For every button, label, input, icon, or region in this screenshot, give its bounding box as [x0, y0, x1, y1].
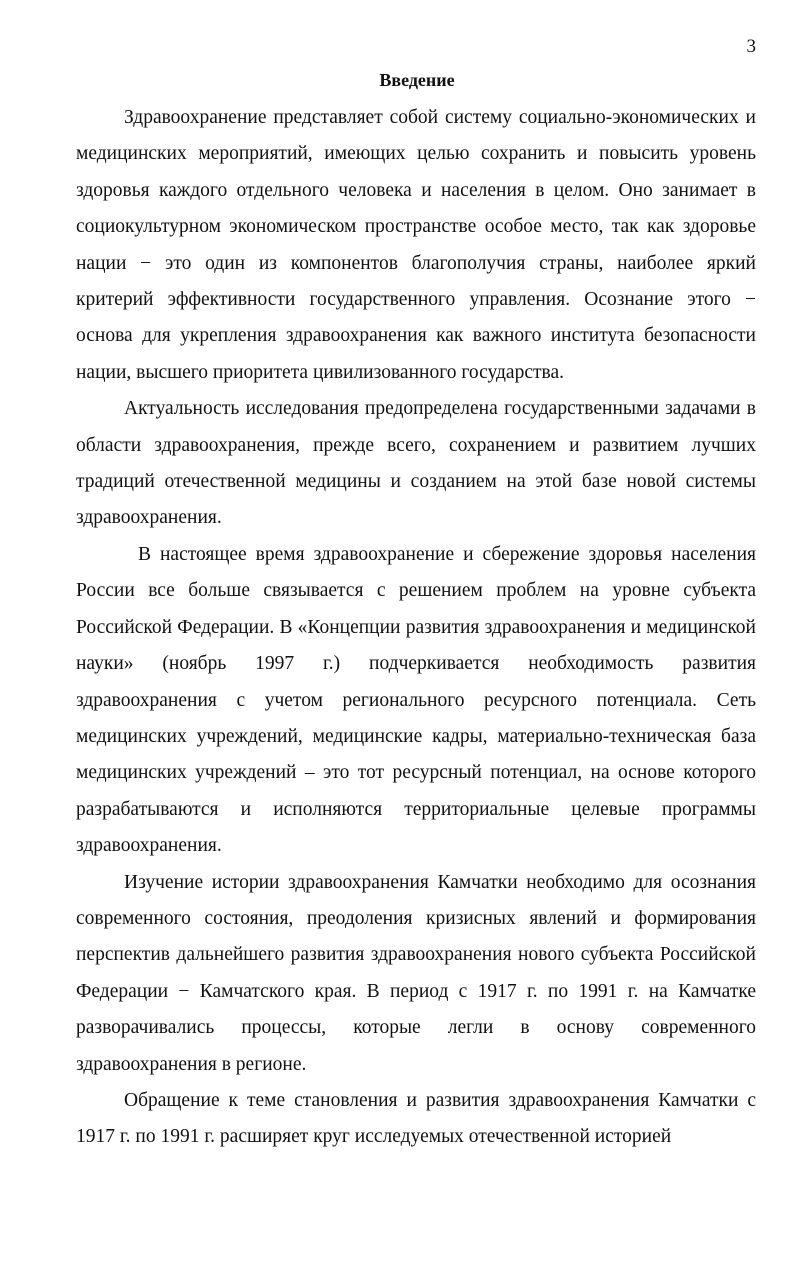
body-text	[76, 100, 756, 1156]
paragraph-1: Здравоохранение представляет собой систему социально-экономических и медицинских мероприятий, имеющих целью сохранить и повысить уровень здоровья каждого отдельного человека и населения в целом. Оно занимает в социокультурном экономическом пространстве особое место, так как здоровье нации − это один из компонентов благополучия страны, наиболее яркий критерий эффективности государственного управления. Осознание этого − основа для укрепления здравоохранения как важного института безопасности нации, высшего приоритета цивилизованного государства.	[76, 107, 756, 383]
section-heading: Введение	[379, 70, 455, 90]
paragraph-5: Обращение к теме становления и развития здравоохранения Камчатки с 1917 г. по 1991 г. расширяет круг исследуемых отечественной историей	[76, 1089, 756, 1148]
page-number: 3	[746, 36, 756, 57]
paragraph-3: В настоящее время здравоохранение и сбережение здоровья населения России все больше связывается с решением проблем на уровне субъекта Российской Федерации. В «Концепции развития здравоохранения и медицинской науки» (ноябрь 1997 г.) подчеркивается необходимость развития здравоохранения с учетом регионального ресурсного потенциала. Сеть медицинских учреждений, медицинские кадры, материально-техническая база медицинских учреждений – это тот ресурсный потенциал, на основе которого разрабатываются и исполняются территориальные целевые программы здравоохранения.	[76, 543, 756, 857]
paragraph-2: Актуальность исследования предопределена государственными задачами в области здравоохранения, прежде всего, сохранением и развитием лучших традиций отечественной медицины и созданием на этой базе новой системы здравоохранения.	[76, 398, 756, 529]
paragraph-4: Изучение истории здравоохранения Камчатки необходимо для осознания современного состояния, преодоления кризисных явлений и формирования перспектив дальнейшего развития здравоохранения нового субъекта Российской Федерации − Камчатского края. В период с 1917 г. по 1991 г. на Камчатке разворачивались процессы, которые легли в основу современного здравоохранения в регионе.	[76, 871, 756, 1075]
